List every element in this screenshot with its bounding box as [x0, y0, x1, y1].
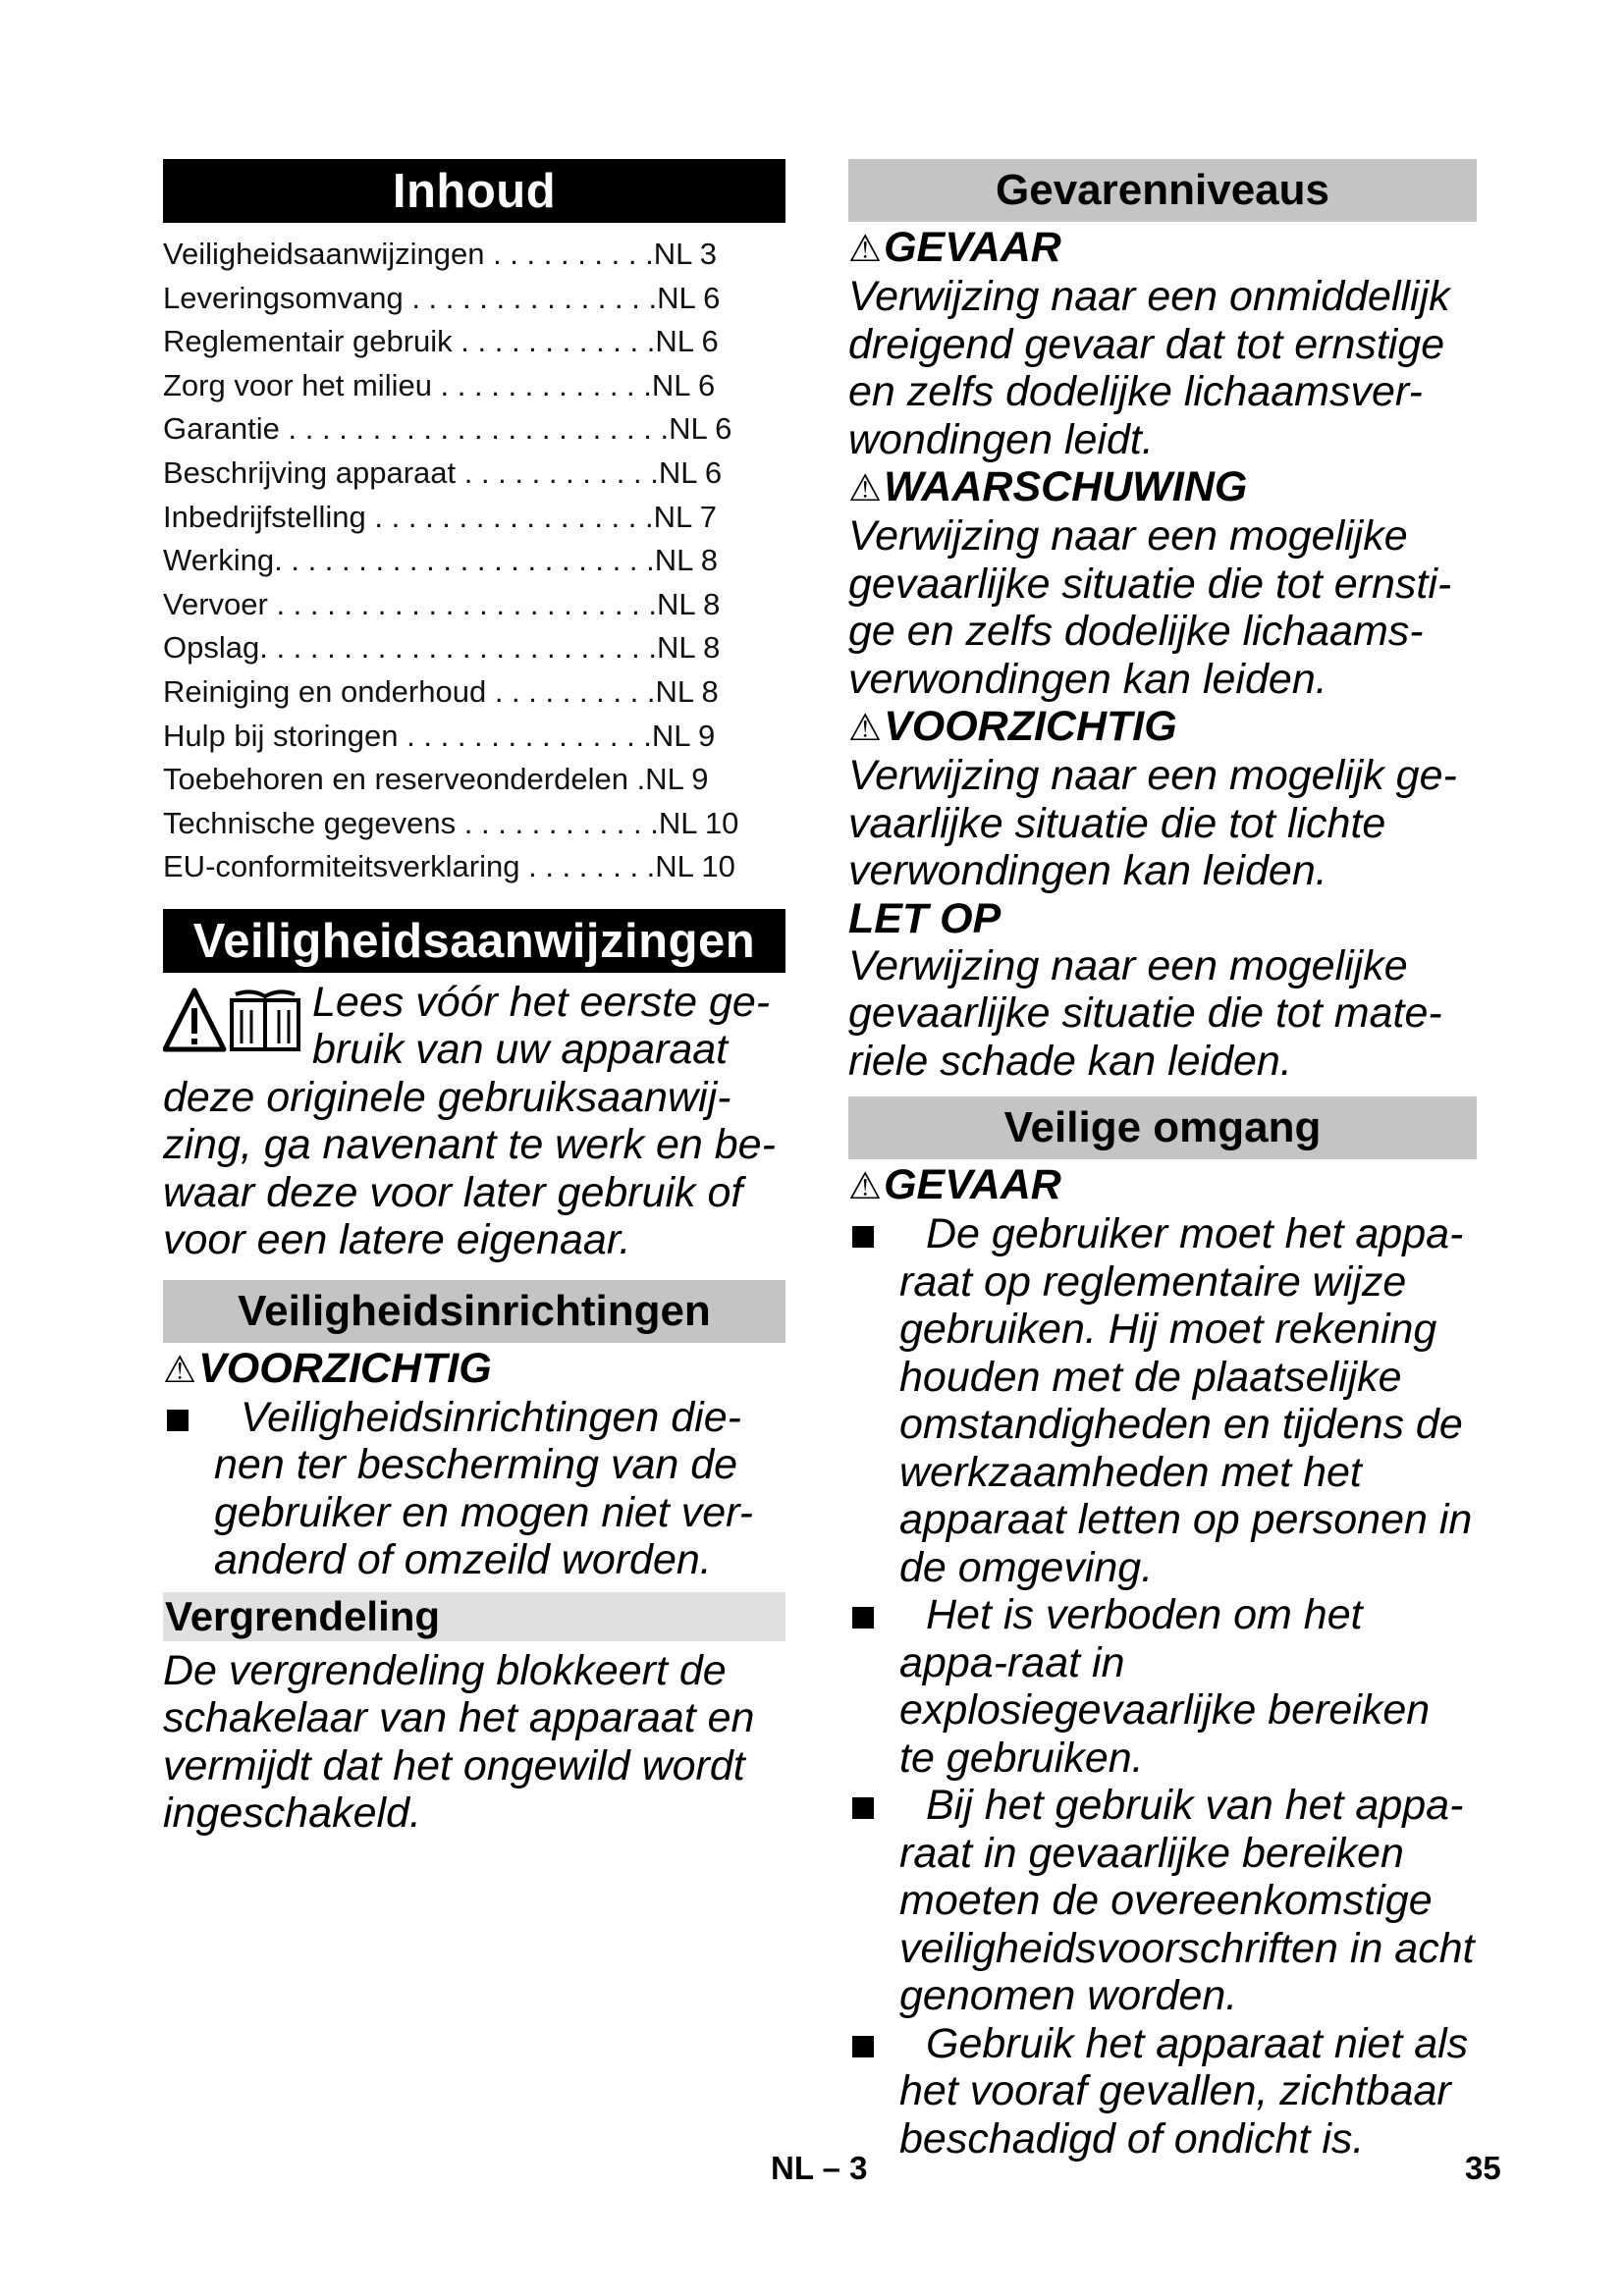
toc-entry[interactable]: Beschrijving apparaat . . . . . . . . . . . .NL 6 — [163, 454, 723, 490]
toc-entry[interactable]: Toebehoren en reserveonderdelen .NL 9 — [163, 762, 709, 797]
levels-heading: Gevarenniveaus — [848, 159, 1477, 222]
list-item: Bij het gebruik van het appa-raat in gevaarlijke bereiken moeten de overeenkomstige veiligheidsvoorschriften in acht genomen worden. — [848, 1782, 1477, 2020]
list-item: Gebruik het apparaat niet als het vooraf gevallen, zichtbaar beschadigd of ondicht is. — [848, 2020, 1477, 2163]
warning-icon: ⚠ — [848, 708, 883, 749]
toc-entry[interactable]: Technische gegevens . . . . . . . . . . . .NL 10 — [163, 805, 739, 840]
toc-entry[interactable]: Hulp bij storingen . . . . . . . . . . . . . . .NL 9 — [163, 718, 716, 753]
toc-entry[interactable]: Vervoer . . . . . . . . . . . . . . . . . . . . . . .NL 8 — [163, 586, 721, 621]
warning-icon: ⚠ — [848, 229, 883, 270]
signal-gevaar: ⚠GEVAAR — [848, 224, 1061, 271]
bullet-square-icon — [852, 1226, 874, 1248]
toc-entry[interactable]: Inbedrijfstelling . . . . . . . . . . . . . . . . .NL 7 — [163, 499, 717, 534]
safety-heading: Veiligheidsaanwijzingen — [163, 909, 785, 973]
signal-let-op: LET OP — [848, 894, 1001, 942]
toc-entry[interactable]: Reglementair gebruik . . . . . . . . . . . .NL 6 — [163, 324, 719, 359]
warning-icon: ⚠ — [848, 1166, 883, 1207]
bullet-square-icon — [852, 2036, 874, 2057]
list-item: De gebruiker moet het appa-raat op reglementaire wijze gebruiken. Hij moet rekening houden met de plaatselijke omstandigheden en tijdens de werkzaamheden met het apparaat letten op personen in de omgeving. — [848, 1210, 1477, 1591]
footer-section-label: NL – 3 — [771, 2150, 868, 2186]
bullet-square-icon — [167, 1410, 189, 1431]
list-item: Het is verboden om het appa-raat in explosiegevaarlijke bereiken te gebruiken. — [848, 1591, 1477, 1782]
intro-block — [163, 979, 785, 1264]
warning-manual-icon — [163, 987, 306, 1055]
list-item: Veiligheidsinrichtingen die-nen ter bescherming van de gebruiker en mogen niet ver-anderd of omzeild worden. — [163, 1394, 785, 1584]
devices-signal: ⚠VOORZICHTIG — [163, 1344, 492, 1392]
toc-entry[interactable]: Opslag. . . . . . . . . . . . . . . . . . . . . . . .NL 8 — [163, 630, 721, 666]
signal-waarschuwing: ⚠WAARSCHUWING — [848, 463, 1248, 510]
toc-heading: Inhoud — [163, 159, 785, 223]
table-of-contents — [163, 233, 785, 889]
toc-entry[interactable]: Zorg voor het milieu . . . . . . . . . . . . .NL 6 — [163, 367, 716, 402]
handling-signal: ⚠GEVAAR — [848, 1161, 1061, 1208]
level-text: Verwijzing naar een mogelijke gevaarlijke situatie die tot mate-riele schade kan leiden. — [848, 941, 1442, 1085]
toc-entry[interactable]: Veiligheidsaanwijzingen . . . . . . . . . .NL 3 — [163, 237, 718, 271]
toc-entry[interactable]: Leveringsomvang . . . . . . . . . . . . . . .NL 6 — [163, 280, 721, 315]
warning-icon: ⚠ — [163, 1349, 197, 1391]
level-text: Verwijzing naar een mogelijke gevaarlijke situatie die tot ernsti-ge en zelfs dodelijke lichaams-verwondingen kan leiden. — [848, 512, 1452, 703]
level-text: Verwijzing naar een mogelijk ge-vaarlijke situatie die tot lichte verwondingen kan leiden. — [848, 752, 1457, 894]
toc-entry[interactable]: Reiniging en onderhoud . . . . . . . . . .NL 8 — [163, 673, 719, 709]
bullet-square-icon — [852, 1607, 874, 1629]
right-column — [848, 159, 1477, 2163]
handling-heading: Veilige omgang — [848, 1096, 1477, 1159]
page-number: 35 — [1465, 2150, 1501, 2186]
toc-entry[interactable]: Werking. . . . . . . . . . . . . . . . . . . . . . .NL 8 — [163, 543, 719, 578]
devices-heading: Veiligheidsinrichtingen — [163, 1280, 785, 1343]
toc-entry[interactable]: EU-conformiteitsverklaring . . . . . . . .NL 10 — [163, 849, 735, 884]
toc-entry[interactable]: Garantie . . . . . . . . . . . . . . . . . . . . . . .NL 6 — [163, 411, 732, 447]
level-text: Verwijzing naar een onmiddellijk dreigend gevaar dat tot ernstige en zelfs dodelijke lichaamsver-wondingen leidt. — [848, 273, 1450, 463]
lock-heading: Vergrendeling — [163, 1592, 785, 1641]
warning-icon: ⚠ — [848, 468, 883, 509]
left-column — [163, 159, 785, 1838]
lock-text: De vergrendeling blokkeert de schakelaar van het apparaat en vermijdt dat het ongewild wordt ingeschakeld. — [163, 1646, 755, 1838]
signal-voorzichtig: ⚠VOORZICHTIG — [848, 703, 1177, 750]
intro-text: Lees vóór het eerste ge-bruik van uw apparaat deze originele gebruiksaanwij-zing, ga navenant te werk en be-waar deze voor later gebruik of voor een latere eigenaar. — [163, 978, 776, 1264]
bullet-square-icon — [852, 1797, 874, 1819]
